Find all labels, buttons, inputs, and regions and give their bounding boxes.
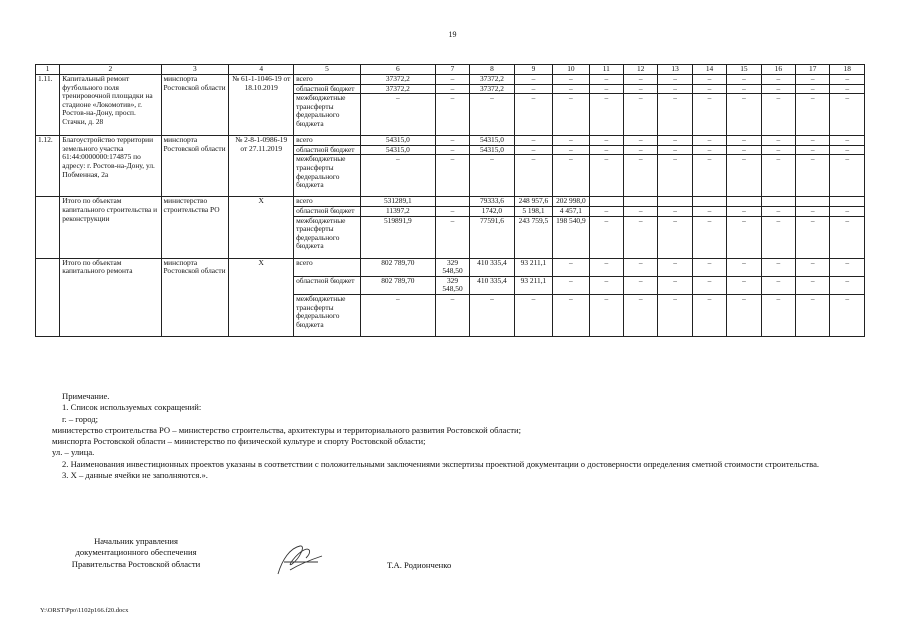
value-cell: 93 211,1 bbox=[514, 258, 552, 276]
value-cell: – bbox=[830, 84, 865, 94]
signatory-line-1: Начальник управления bbox=[94, 536, 178, 546]
value-cell: – bbox=[553, 84, 589, 94]
value-cell: – bbox=[589, 294, 623, 336]
header-cell: 5 bbox=[294, 65, 361, 75]
value-cell: – bbox=[692, 94, 726, 136]
value-cell: – bbox=[830, 216, 865, 258]
row-number: 1.12. bbox=[36, 136, 60, 197]
value-cell: – bbox=[658, 155, 692, 197]
value-cell: 11397,2 bbox=[360, 206, 435, 216]
value-cell: – bbox=[658, 294, 692, 336]
value-cell: – bbox=[692, 75, 726, 85]
value-cell: – bbox=[589, 258, 623, 276]
abbr-2: министерство строительства РО – министерство строительства, архитектуры и территориального развития Ростовской области; bbox=[52, 424, 521, 435]
value-cell: – bbox=[553, 145, 589, 155]
value-cell: – bbox=[796, 84, 830, 94]
value-cell: – bbox=[553, 75, 589, 85]
table-row bbox=[36, 197, 865, 207]
value-cell: – bbox=[435, 216, 469, 258]
value-cell: – bbox=[658, 258, 692, 276]
value-cell: – bbox=[692, 136, 726, 146]
value-cell: – bbox=[589, 94, 623, 136]
value-cell: – bbox=[761, 216, 795, 258]
header-cell: 12 bbox=[624, 65, 658, 75]
value-cell: – bbox=[658, 276, 692, 294]
value-cell: – bbox=[589, 75, 623, 85]
value-cell: 202 998,0 bbox=[553, 197, 589, 207]
value-cell: – bbox=[692, 206, 726, 216]
customer-cell: минспорта Ростовской области bbox=[161, 136, 229, 197]
value-cell: – bbox=[796, 136, 830, 146]
object-name: Итого по объектам капитального строительства и реконструкции bbox=[60, 197, 161, 258]
handwritten-signature bbox=[270, 540, 330, 580]
header-cell: 7 bbox=[435, 65, 469, 75]
value-cell: – bbox=[692, 216, 726, 258]
signatory-name: Т.А. Родионченко bbox=[387, 560, 452, 570]
funding-source: всего bbox=[294, 136, 361, 146]
abbr-4: ул. – улица. bbox=[52, 447, 95, 458]
value-cell: – bbox=[761, 75, 795, 85]
value-cell: 329 548,50 bbox=[435, 276, 469, 294]
value-cell: 802 789,70 bbox=[360, 276, 435, 294]
table-row bbox=[36, 75, 865, 85]
notes-title: Примечание. bbox=[62, 391, 110, 401]
value-cell bbox=[692, 197, 726, 207]
value-cell: – bbox=[470, 155, 515, 197]
value-cell bbox=[624, 197, 658, 207]
value-cell: – bbox=[435, 294, 469, 336]
funding-source: межбюджетные трансферты федерального бюджета bbox=[294, 155, 361, 197]
value-cell: – bbox=[658, 84, 692, 94]
signatory-line-3: Правительства Ростовской области bbox=[71, 558, 201, 569]
value-cell: – bbox=[624, 258, 658, 276]
header-cell: 8 bbox=[470, 65, 515, 75]
value-cell: – bbox=[624, 155, 658, 197]
value-cell: 37372,2 bbox=[360, 75, 435, 85]
value-cell: – bbox=[830, 155, 865, 197]
value-cell: 410 335,4 bbox=[470, 276, 515, 294]
value-cell: – bbox=[796, 145, 830, 155]
customer-cell: министерство строительства РО bbox=[161, 197, 229, 258]
value-cell: – bbox=[435, 206, 469, 216]
value-cell bbox=[727, 197, 761, 207]
notes bbox=[52, 391, 870, 481]
value-cell: – bbox=[435, 84, 469, 94]
value-cell: – bbox=[514, 294, 552, 336]
value-cell: – bbox=[830, 94, 865, 136]
value-cell: – bbox=[727, 216, 761, 258]
header-cell: 10 bbox=[553, 65, 589, 75]
value-cell: – bbox=[360, 294, 435, 336]
value-cell bbox=[658, 197, 692, 207]
value-cell: 802 789,70 bbox=[360, 258, 435, 276]
value-cell: – bbox=[624, 276, 658, 294]
value-cell: – bbox=[727, 258, 761, 276]
value-cell: 531289,1 bbox=[360, 197, 435, 207]
value-cell: – bbox=[470, 94, 515, 136]
value-cell: – bbox=[624, 136, 658, 146]
note-1: 1. Список используемых сокращений: bbox=[62, 402, 202, 413]
value-cell: – bbox=[830, 258, 865, 276]
signatory-title bbox=[60, 536, 212, 570]
value-cell: 37372,2 bbox=[360, 84, 435, 94]
value-cell: – bbox=[692, 276, 726, 294]
value-cell: 37372,2 bbox=[470, 75, 515, 85]
value-cell: – bbox=[553, 94, 589, 136]
header-cell: 18 bbox=[830, 65, 865, 75]
value-cell: – bbox=[470, 294, 515, 336]
value-cell: – bbox=[589, 276, 623, 294]
value-cell: – bbox=[796, 94, 830, 136]
value-cell: – bbox=[435, 136, 469, 146]
value-cell: 243 759,5 bbox=[514, 216, 552, 258]
value-cell: – bbox=[727, 94, 761, 136]
header-cell: 1 bbox=[36, 65, 60, 75]
value-cell: 410 335,4 bbox=[470, 258, 515, 276]
value-cell: – bbox=[727, 206, 761, 216]
expertise-doc: № 61-1-1046-19 от 18.10.2019 bbox=[229, 75, 294, 136]
value-cell: 519891,9 bbox=[360, 216, 435, 258]
value-cell: 4 457,1 bbox=[553, 206, 589, 216]
object-name: Итого по объектам капитального ремонта bbox=[60, 258, 161, 336]
value-cell: – bbox=[360, 155, 435, 197]
value-cell: – bbox=[589, 206, 623, 216]
value-cell: – bbox=[761, 155, 795, 197]
value-cell: 54315,0 bbox=[360, 136, 435, 146]
value-cell: – bbox=[514, 84, 552, 94]
value-cell: – bbox=[727, 75, 761, 85]
funding-source: областной бюджет bbox=[294, 84, 361, 94]
header-cell: 16 bbox=[761, 65, 795, 75]
object-name: Капитальный ремонт футбольного поля тренировочной площадки на стадионе «Локомотив», г. Ростов-на-Дону, просп. Стачки, д. 28 bbox=[60, 75, 161, 136]
row-number: 1.11. bbox=[36, 75, 60, 136]
value-cell: – bbox=[624, 75, 658, 85]
value-cell: – bbox=[553, 155, 589, 197]
header-cell: 13 bbox=[658, 65, 692, 75]
value-cell: – bbox=[624, 145, 658, 155]
value-cell: – bbox=[589, 155, 623, 197]
value-cell: – bbox=[658, 145, 692, 155]
row-number bbox=[36, 197, 60, 258]
value-cell: – bbox=[589, 216, 623, 258]
value-cell: – bbox=[761, 136, 795, 146]
value-cell: – bbox=[830, 206, 865, 216]
value-cell: – bbox=[830, 276, 865, 294]
value-cell: 77591,6 bbox=[470, 216, 515, 258]
value-cell: – bbox=[727, 294, 761, 336]
table-row bbox=[36, 258, 865, 276]
funding-source: областной бюджет bbox=[294, 145, 361, 155]
funding-source: областной бюджет bbox=[294, 276, 361, 294]
value-cell bbox=[589, 197, 623, 207]
file-path: Y:\ORST\Ppo\1102p166.f20.docx bbox=[40, 607, 129, 614]
value-cell: – bbox=[692, 294, 726, 336]
value-cell: – bbox=[796, 276, 830, 294]
value-cell: – bbox=[761, 84, 795, 94]
value-cell: – bbox=[514, 155, 552, 197]
value-cell: – bbox=[830, 136, 865, 146]
value-cell: – bbox=[658, 216, 692, 258]
customer-cell: минспорта Ростовской области bbox=[161, 258, 229, 336]
value-cell bbox=[796, 197, 830, 207]
value-cell: – bbox=[761, 206, 795, 216]
abbr-1: г. – город; bbox=[62, 413, 99, 424]
value-cell: – bbox=[761, 145, 795, 155]
value-cell: 54315,0 bbox=[470, 136, 515, 146]
value-cell: – bbox=[692, 155, 726, 197]
note-3: 3. Х – данные ячейки не заполняются.». bbox=[62, 470, 208, 481]
value-cell: – bbox=[624, 94, 658, 136]
value-cell: – bbox=[553, 276, 589, 294]
value-cell: – bbox=[553, 258, 589, 276]
value-cell: 93 211,1 bbox=[514, 276, 552, 294]
value-cell: 329 548,50 bbox=[435, 258, 469, 276]
value-cell: – bbox=[692, 145, 726, 155]
row-number bbox=[36, 258, 60, 336]
value-cell: – bbox=[589, 136, 623, 146]
signatory-line-2: документационного обеспечения bbox=[75, 547, 197, 558]
value-cell: – bbox=[830, 145, 865, 155]
value-cell: – bbox=[435, 94, 469, 136]
funding-source: межбюджетные трансферты федерального бюджета bbox=[294, 294, 361, 336]
value-cell bbox=[830, 197, 865, 207]
value-cell: – bbox=[514, 136, 552, 146]
value-cell: – bbox=[692, 84, 726, 94]
budget-table bbox=[35, 64, 865, 337]
value-cell: 248 957,6 bbox=[514, 197, 552, 207]
expertise-doc: № 2-8-1-0986-19 от 27.11.2019 bbox=[229, 136, 294, 197]
value-cell: 1742,0 bbox=[470, 206, 515, 216]
value-cell: 54315,0 bbox=[360, 145, 435, 155]
value-cell: – bbox=[830, 294, 865, 336]
value-cell bbox=[435, 197, 469, 207]
value-cell: – bbox=[761, 276, 795, 294]
value-cell: – bbox=[761, 94, 795, 136]
value-cell: 54315,0 bbox=[470, 145, 515, 155]
value-cell: – bbox=[658, 94, 692, 136]
value-cell: – bbox=[761, 258, 795, 276]
value-cell: – bbox=[658, 206, 692, 216]
header-cell: 15 bbox=[727, 65, 761, 75]
value-cell: – bbox=[796, 155, 830, 197]
value-cell: – bbox=[435, 75, 469, 85]
header-cell: 6 bbox=[360, 65, 435, 75]
funding-source: областной бюджет bbox=[294, 206, 361, 216]
value-cell bbox=[761, 197, 795, 207]
value-cell: – bbox=[727, 155, 761, 197]
value-cell: – bbox=[514, 145, 552, 155]
value-cell: – bbox=[514, 94, 552, 136]
funding-source: межбюджетные трансферты федерального бюджета bbox=[294, 94, 361, 136]
note-2: 2. Наименования инвестиционных проектов указаны в соответствии с положительными заключениями экспертизы проектной документации о достоверности определения сметной стоимости строительства. bbox=[62, 458, 820, 469]
value-cell: – bbox=[360, 94, 435, 136]
customer-cell: минспорта Ростовской области bbox=[161, 75, 229, 136]
value-cell: 79333,6 bbox=[470, 197, 515, 207]
header-cell: 3 bbox=[161, 65, 229, 75]
value-cell: – bbox=[796, 216, 830, 258]
value-cell: – bbox=[514, 75, 552, 85]
expertise-doc: Х bbox=[229, 197, 294, 258]
expertise-doc: Х bbox=[229, 258, 294, 336]
value-cell: – bbox=[435, 145, 469, 155]
value-cell: 37372,2 bbox=[470, 84, 515, 94]
value-cell: – bbox=[658, 75, 692, 85]
funding-source: всего bbox=[294, 75, 361, 85]
value-cell: – bbox=[830, 75, 865, 85]
abbr-3: минспорта Ростовской области – министерство по физической культуре и спорту Ростовской области; bbox=[52, 436, 426, 447]
header-cell: 9 bbox=[514, 65, 552, 75]
value-cell: – bbox=[727, 84, 761, 94]
value-cell: – bbox=[796, 294, 830, 336]
funding-source: всего bbox=[294, 197, 361, 207]
value-cell: – bbox=[796, 258, 830, 276]
value-cell: – bbox=[553, 136, 589, 146]
header-cell: 14 bbox=[692, 65, 726, 75]
header-cell: 11 bbox=[589, 65, 623, 75]
value-cell: – bbox=[796, 75, 830, 85]
value-cell: – bbox=[727, 145, 761, 155]
value-cell: – bbox=[796, 206, 830, 216]
value-cell: – bbox=[658, 136, 692, 146]
value-cell: 198 540,9 bbox=[553, 216, 589, 258]
value-cell: – bbox=[727, 276, 761, 294]
value-cell: – bbox=[692, 258, 726, 276]
page-number: 19 bbox=[448, 30, 457, 39]
value-cell: – bbox=[727, 136, 761, 146]
funding-source: межбюджетные трансферты федерального бюджета bbox=[294, 216, 361, 258]
object-name: Благоустройство территории земельного участка 61:44:0000000:174875 по адресу: г. Ростов-на-Дону, ул. Побменная, 2а bbox=[60, 136, 161, 197]
value-cell: – bbox=[589, 145, 623, 155]
value-cell: – bbox=[761, 294, 795, 336]
funding-source: всего bbox=[294, 258, 361, 276]
value-cell: – bbox=[553, 294, 589, 336]
table-row bbox=[36, 136, 865, 146]
value-cell: – bbox=[624, 206, 658, 216]
header-cell: 4 bbox=[229, 65, 294, 75]
value-cell: – bbox=[624, 294, 658, 336]
header-row bbox=[36, 65, 865, 75]
header-cell: 2 bbox=[60, 65, 161, 75]
value-cell: – bbox=[624, 84, 658, 94]
value-cell: – bbox=[435, 155, 469, 197]
value-cell: – bbox=[624, 216, 658, 258]
value-cell: 5 198,1 bbox=[514, 206, 552, 216]
value-cell: – bbox=[589, 84, 623, 94]
header-cell: 17 bbox=[796, 65, 830, 75]
